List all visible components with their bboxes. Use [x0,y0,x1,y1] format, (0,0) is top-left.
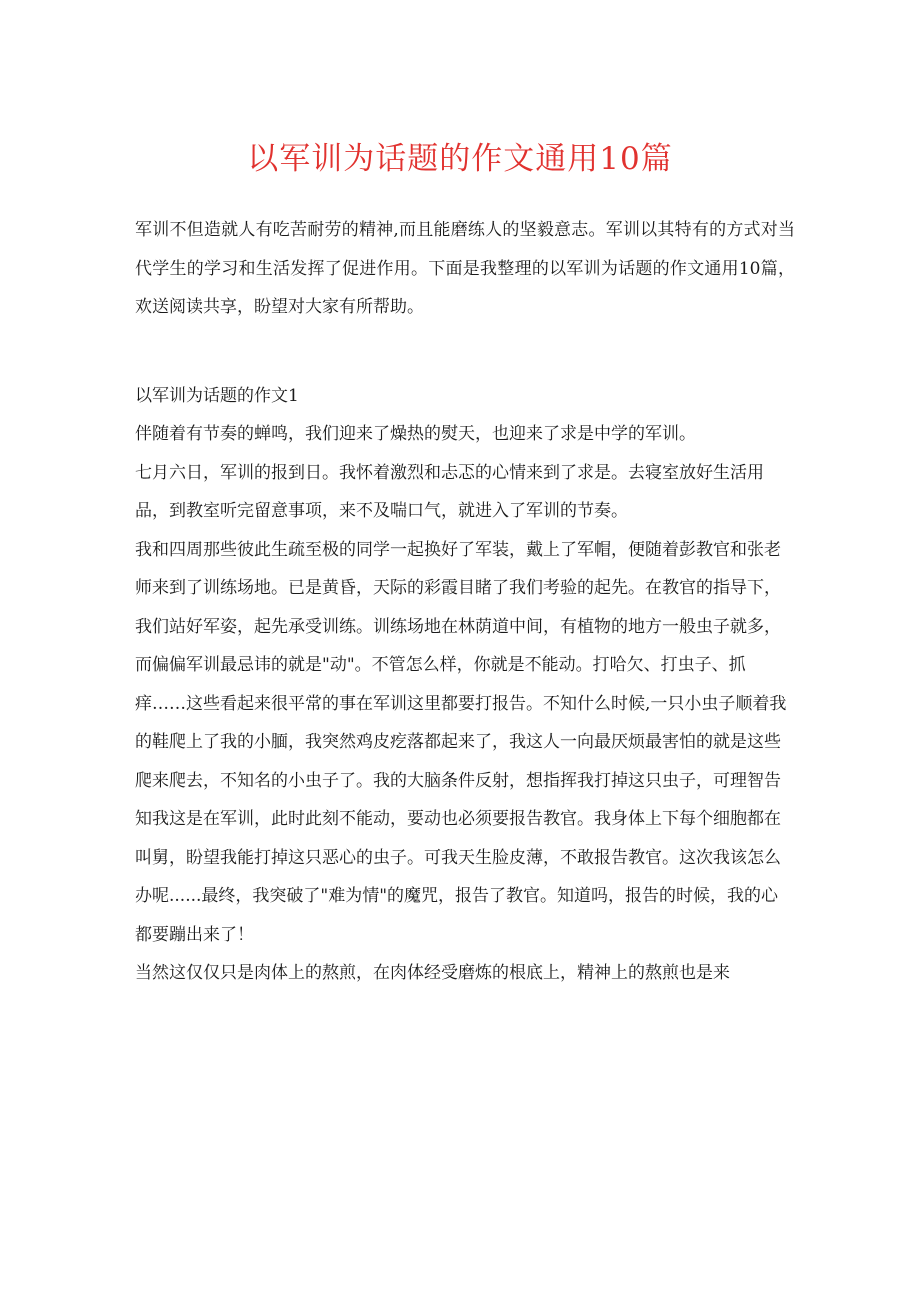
section-title: 以军训为话题的作文1 [135,385,299,406]
paragraph: 我和四周那些彼此生疏至极的同学一起换好了军装，戴上了军帽，便随着彭教官和张老师来到了训练场地。已是黄昏，天际的彩霞目睹了我们考验的起先。在教官的指导下，我们站好军姿，起先承受训练。训练场地在林荫道中间，有植物的地方一般虫子就多，而偏偏军训最忌讳的就是"动"。不管怎么样，你就是不能动。打哈欠、打虫子、抓痒……这些看起来很平常的事在军训这里都要打报告。不知什么时候,一只小虫子顺着我的鞋爬上了我的小腼，我突然鸡皮疙落都起来了，我这人一向最厌烦最害怕的就是这些爬来爬去，不知名的小虫子了。我的大脑条件反射，想指挥我打掉这只虫子，可理智告知我这是在军训，此时此刻不能动，要动也必须要报告教官。我身体上下每个细胞都在叫舅，盼望我能打掉这只恶心的虫子。可我天生脸皮薄，不敢报告教官。这次我该怎么办呢......最终，我突破了"难为情"的魔咒，报告了教官。知道吗，报告的时候，我的心都要蹦出来了！ [135,539,787,945]
paragraph: 七月六日，军训的报到日。我怀着激烈和忐忑的心情来到了求是。去寝室放好生活用品，到教室听完留意事项，来不及喘口气，就进入了军训的节奏。 [135,462,764,521]
document-title: 以军训为话题的作文通用10篇 [247,141,673,177]
paragraph: 伴随着有节奏的蝉鸣，我们迎来了燥热的熨天，也迎来了求是中学的军训。 [135,424,696,444]
intro-paragraph: 军训不但造就人有吃苦耐劳的精神,而且能磨练人的坚毅意志。军训以其特有的方式对当代学生的学习和生活发挥了促进作用。下面是我整理的以军训为话题的作文通用10篇，欢送阅读共享，盼望对大家有所帮助。 [135,220,795,317]
paragraph: 当然这仅仅只是肉体上的熬煎，在肉体经受磨炼的根底上，精神上的熬煎也是来 [135,963,730,983]
document-body [135,211,795,993]
